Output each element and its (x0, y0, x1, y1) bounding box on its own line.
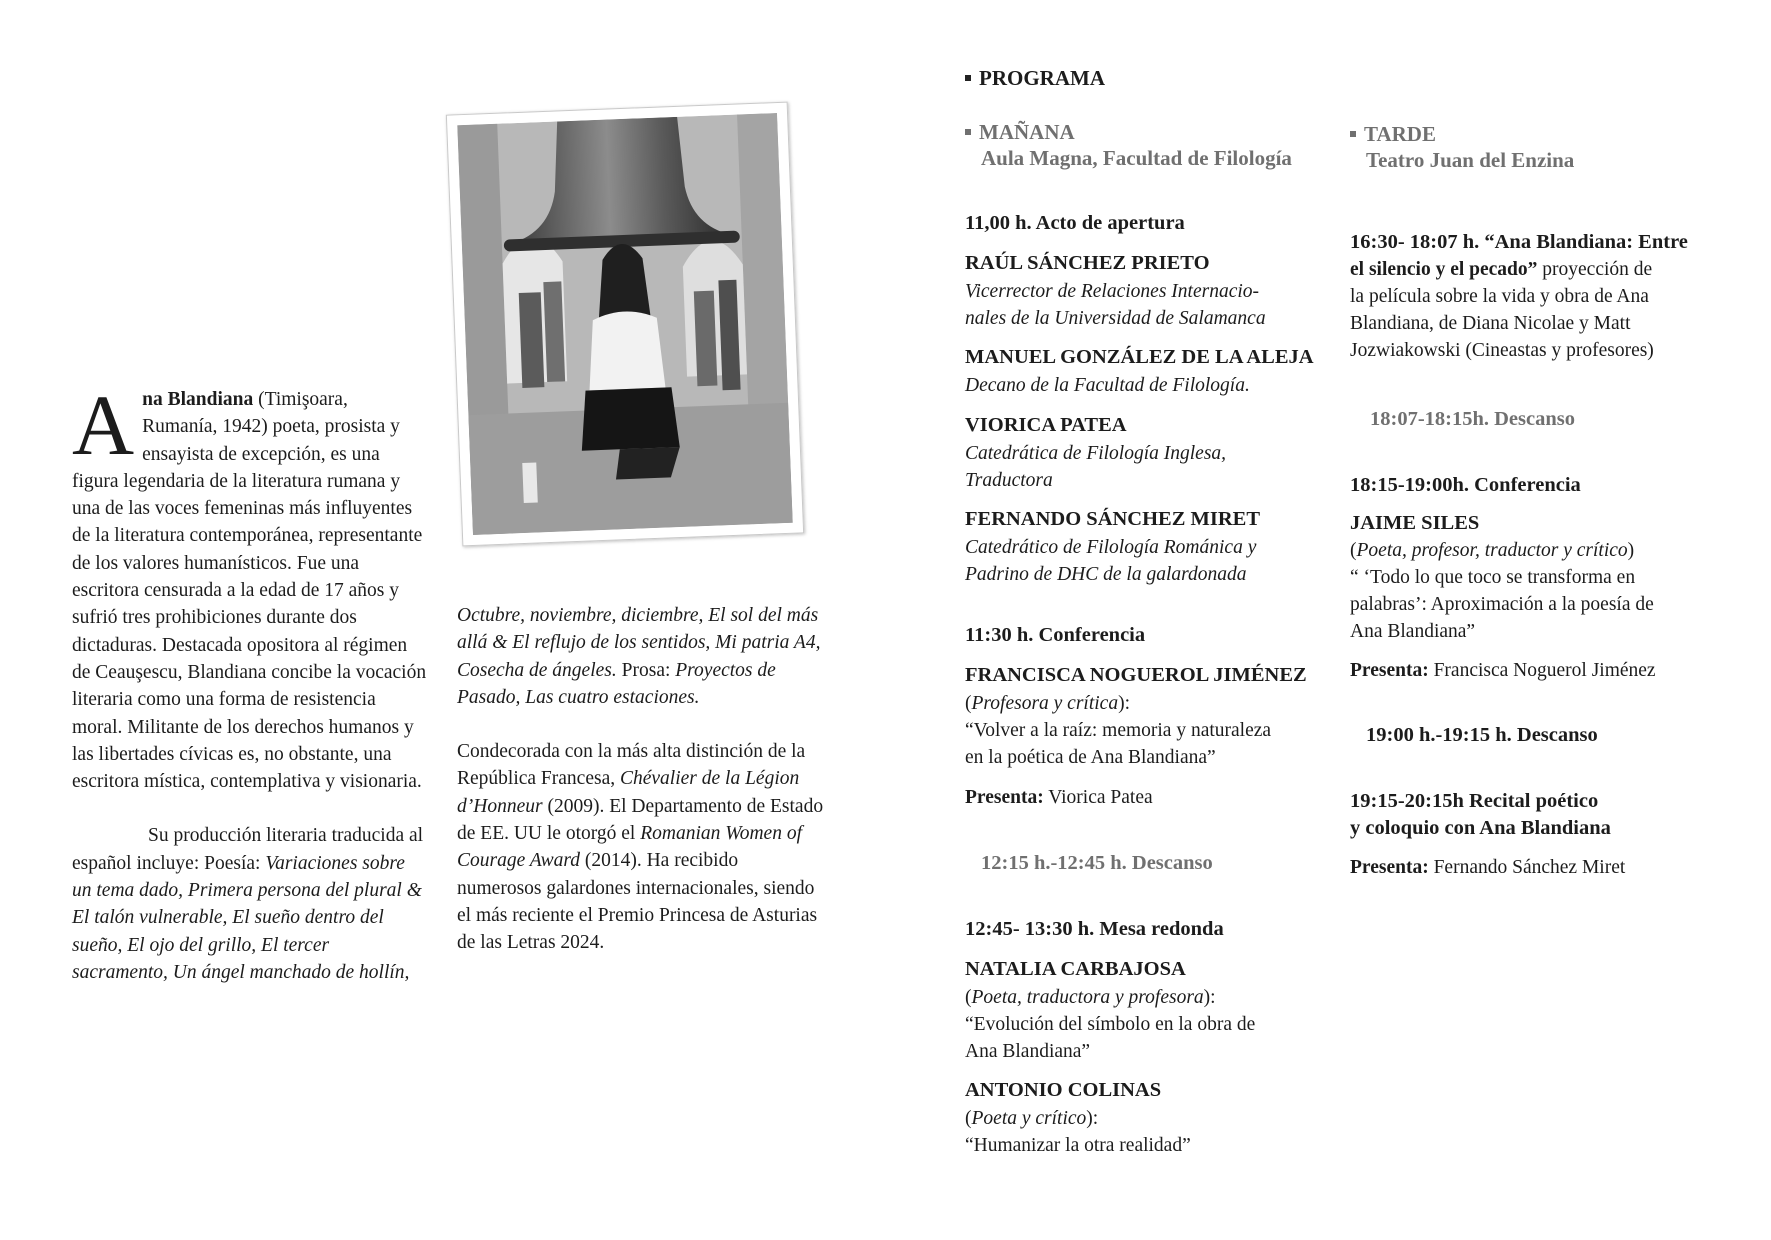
panelist-role: (Poeta y crítico): (965, 1108, 1099, 1129)
speaker-role: Traductora (965, 470, 1053, 491)
speaker-role: Padrino de DHC de la galardonada (965, 564, 1247, 585)
programa-title: PROGRAMA (965, 66, 1105, 91)
film-time: 16:30- 18:07 h. “Ana Blandiana: Entre (1350, 231, 1688, 253)
speaker-role: Decano de la Facultad de Filología. (965, 375, 1250, 396)
award-courage: Romanian Women of Courage Award (457, 823, 803, 872)
film-desc: Blandiana, de Diana Nicolae y Matt (1350, 313, 1631, 334)
panelist-name: NATALIA CARBAJOSA (965, 958, 1186, 980)
author-name: na Blandiana (142, 389, 254, 410)
lecture-title: palabras’: Aproximación a la poesía de (1350, 594, 1654, 615)
break-time: 18:07-18:15h. Descanso (1370, 408, 1575, 430)
speaker-role: Vicerrector de Relaciones Internacio- (965, 281, 1260, 302)
panel-title: “Humanizar la otra realidad” (965, 1135, 1191, 1156)
afternoon-venue: Teatro Juan del Enzina (1366, 148, 1575, 172)
presenter: Presenta: Viorica Patea (965, 787, 1153, 808)
lecturer-role: (Poeta, profesor, traductor y crítico) (1350, 540, 1635, 561)
conference-time: 11:30 h. Conferencia (965, 624, 1146, 646)
bullet-square-icon (965, 129, 971, 135)
bio-intro-text: (Timişoara, Rumanía, 1942) poeta, prosista y ensayista de excepción, es una figura legendaria de la literatura rumana y una de las voces femeninas más influyentes de la literatura contemporánea, representante de los valores humanísticos. Fue una escritora censurada a la edad de 17 años y sufrió tres prohibiciones durante dos dictaduras. Destacada opositora al régimen de Ceauşescu, Blandiana concibe la vocación literaria como una forma de resistencia moral. Militante de los derechos humanos y las libertades cívicas es, no obstante, una escritora mística, contemplativa y visionaria. (72, 389, 427, 793)
award-legion: Chévalier de la Légion d’Honneur (457, 768, 800, 817)
presenter: Presenta: Fernando Sánchez Miret (1350, 857, 1626, 878)
lecture-title: en la poética de Ana Blandiana” (965, 747, 1216, 768)
speaker-name: VIORICA PATEA (965, 414, 1127, 436)
presenter: Presenta: Francisca Noguerol Jiménez (1350, 660, 1656, 681)
speaker-role: nales de la Universidad de Salamanca (965, 308, 1266, 329)
speaker-role: Catedrático de Filología Románica y (965, 537, 1257, 558)
award-text-3: (2014). Ha recibido numerosos galardones internacionales, siendo el más reciente el Premio Princesa de Asturias de las Letras 2024. (457, 850, 818, 954)
bullet-square-icon (965, 75, 971, 81)
bio-works-continued (457, 602, 827, 711)
panel-title: Ana Blandiana” (965, 1041, 1091, 1062)
bio-awards (457, 738, 827, 956)
lecture-title: Ana Blandiana” (1350, 621, 1476, 642)
bullet-square-icon (1350, 131, 1356, 137)
bio-production (72, 822, 427, 986)
film-desc: Jozwiakowski (Cineastas y profesores) (1350, 340, 1654, 361)
recital-time: 19:15-20:15h Recital poético (1350, 790, 1599, 812)
drop-cap: A (72, 377, 135, 473)
production-intro: Su producción literaria traducida al español incluye: Poesía: (72, 825, 424, 874)
opening-time: 11,00 h. Acto de apertura (965, 212, 1185, 234)
panel-title: “Evolución del símbolo en la obra de (965, 1014, 1256, 1035)
lecture-title: “Volver a la raíz: memoria y naturaleza (965, 720, 1272, 741)
biography-column (72, 377, 427, 986)
award-text-1: Condecorada con la más alta distinción de la República Francesa, (457, 741, 806, 790)
round-table-time: 12:45- 13:30 h. Mesa redonda (965, 918, 1224, 940)
recital-desc: y coloquio con Ana Blandiana (1350, 817, 1611, 839)
production-works: Variaciones sobre un tema dado, Primera persona del plural & El talón vulnerable, El sueño dentro del sueño, El ojo del grillo, El tercer sacramento, Un ángel manchado de hollín, (72, 852, 422, 983)
lecture-title: “ ‘Todo lo que toco se transforma en (1350, 567, 1636, 588)
afternoon-label: TARDE (1350, 122, 1436, 147)
panelist-role: (Poeta, traductora y profesora): (965, 987, 1216, 1008)
bio-intro (72, 377, 427, 795)
speaker-name: MANUEL GONZÁLEZ DE LA ALEJA (965, 346, 1314, 368)
lecturer-role: (Profesora y crítica): (965, 693, 1131, 714)
conference-time: 18:15-19:00h. Conferencia (1350, 474, 1581, 496)
speaker-name: RAÚL SÁNCHEZ PRIETO (965, 252, 1210, 274)
prosa-label: Prosa: (621, 659, 676, 681)
break-time: 19:00 h.-19:15 h. Descanso (1366, 724, 1598, 746)
award-text-2: (2009). El Departamento de Estado de EE. UU le otorgó el (457, 795, 824, 845)
morning-label: MAÑANA (965, 120, 1075, 145)
lecturer-name: JAIME SILES (1350, 512, 1480, 534)
film-desc: el silencio y el pecado” proyección de (1350, 259, 1653, 280)
speaker-name: FERNANDO SÁNCHEZ MIRET (965, 508, 1260, 530)
biography-continued-column (457, 602, 827, 957)
bell-photo-image (457, 113, 793, 535)
morning-venue: Aula Magna, Facultad de Filología (981, 146, 1292, 170)
lecturer-name: FRANCISCA NOGUEROL JIMÉNEZ (965, 664, 1307, 686)
author-photo (446, 102, 804, 547)
poetry-works-continued: Octubre, noviembre, diciembre, El sol del más allá & El reflujo de los sentidos, Mi patria A4, Cosecha de ángeles. (457, 605, 821, 681)
prosa-works: Proyectos de Pasado, Las cuatro estaciones. (457, 659, 776, 708)
film-desc: la película sobre la vida y obra de Ana (1350, 286, 1649, 307)
panelist-name: ANTONIO COLINAS (965, 1079, 1162, 1101)
speaker-role: Catedrática de Filología Inglesa, (965, 443, 1227, 464)
break-time: 12:15 h.-12:45 h. Descanso (981, 852, 1213, 874)
